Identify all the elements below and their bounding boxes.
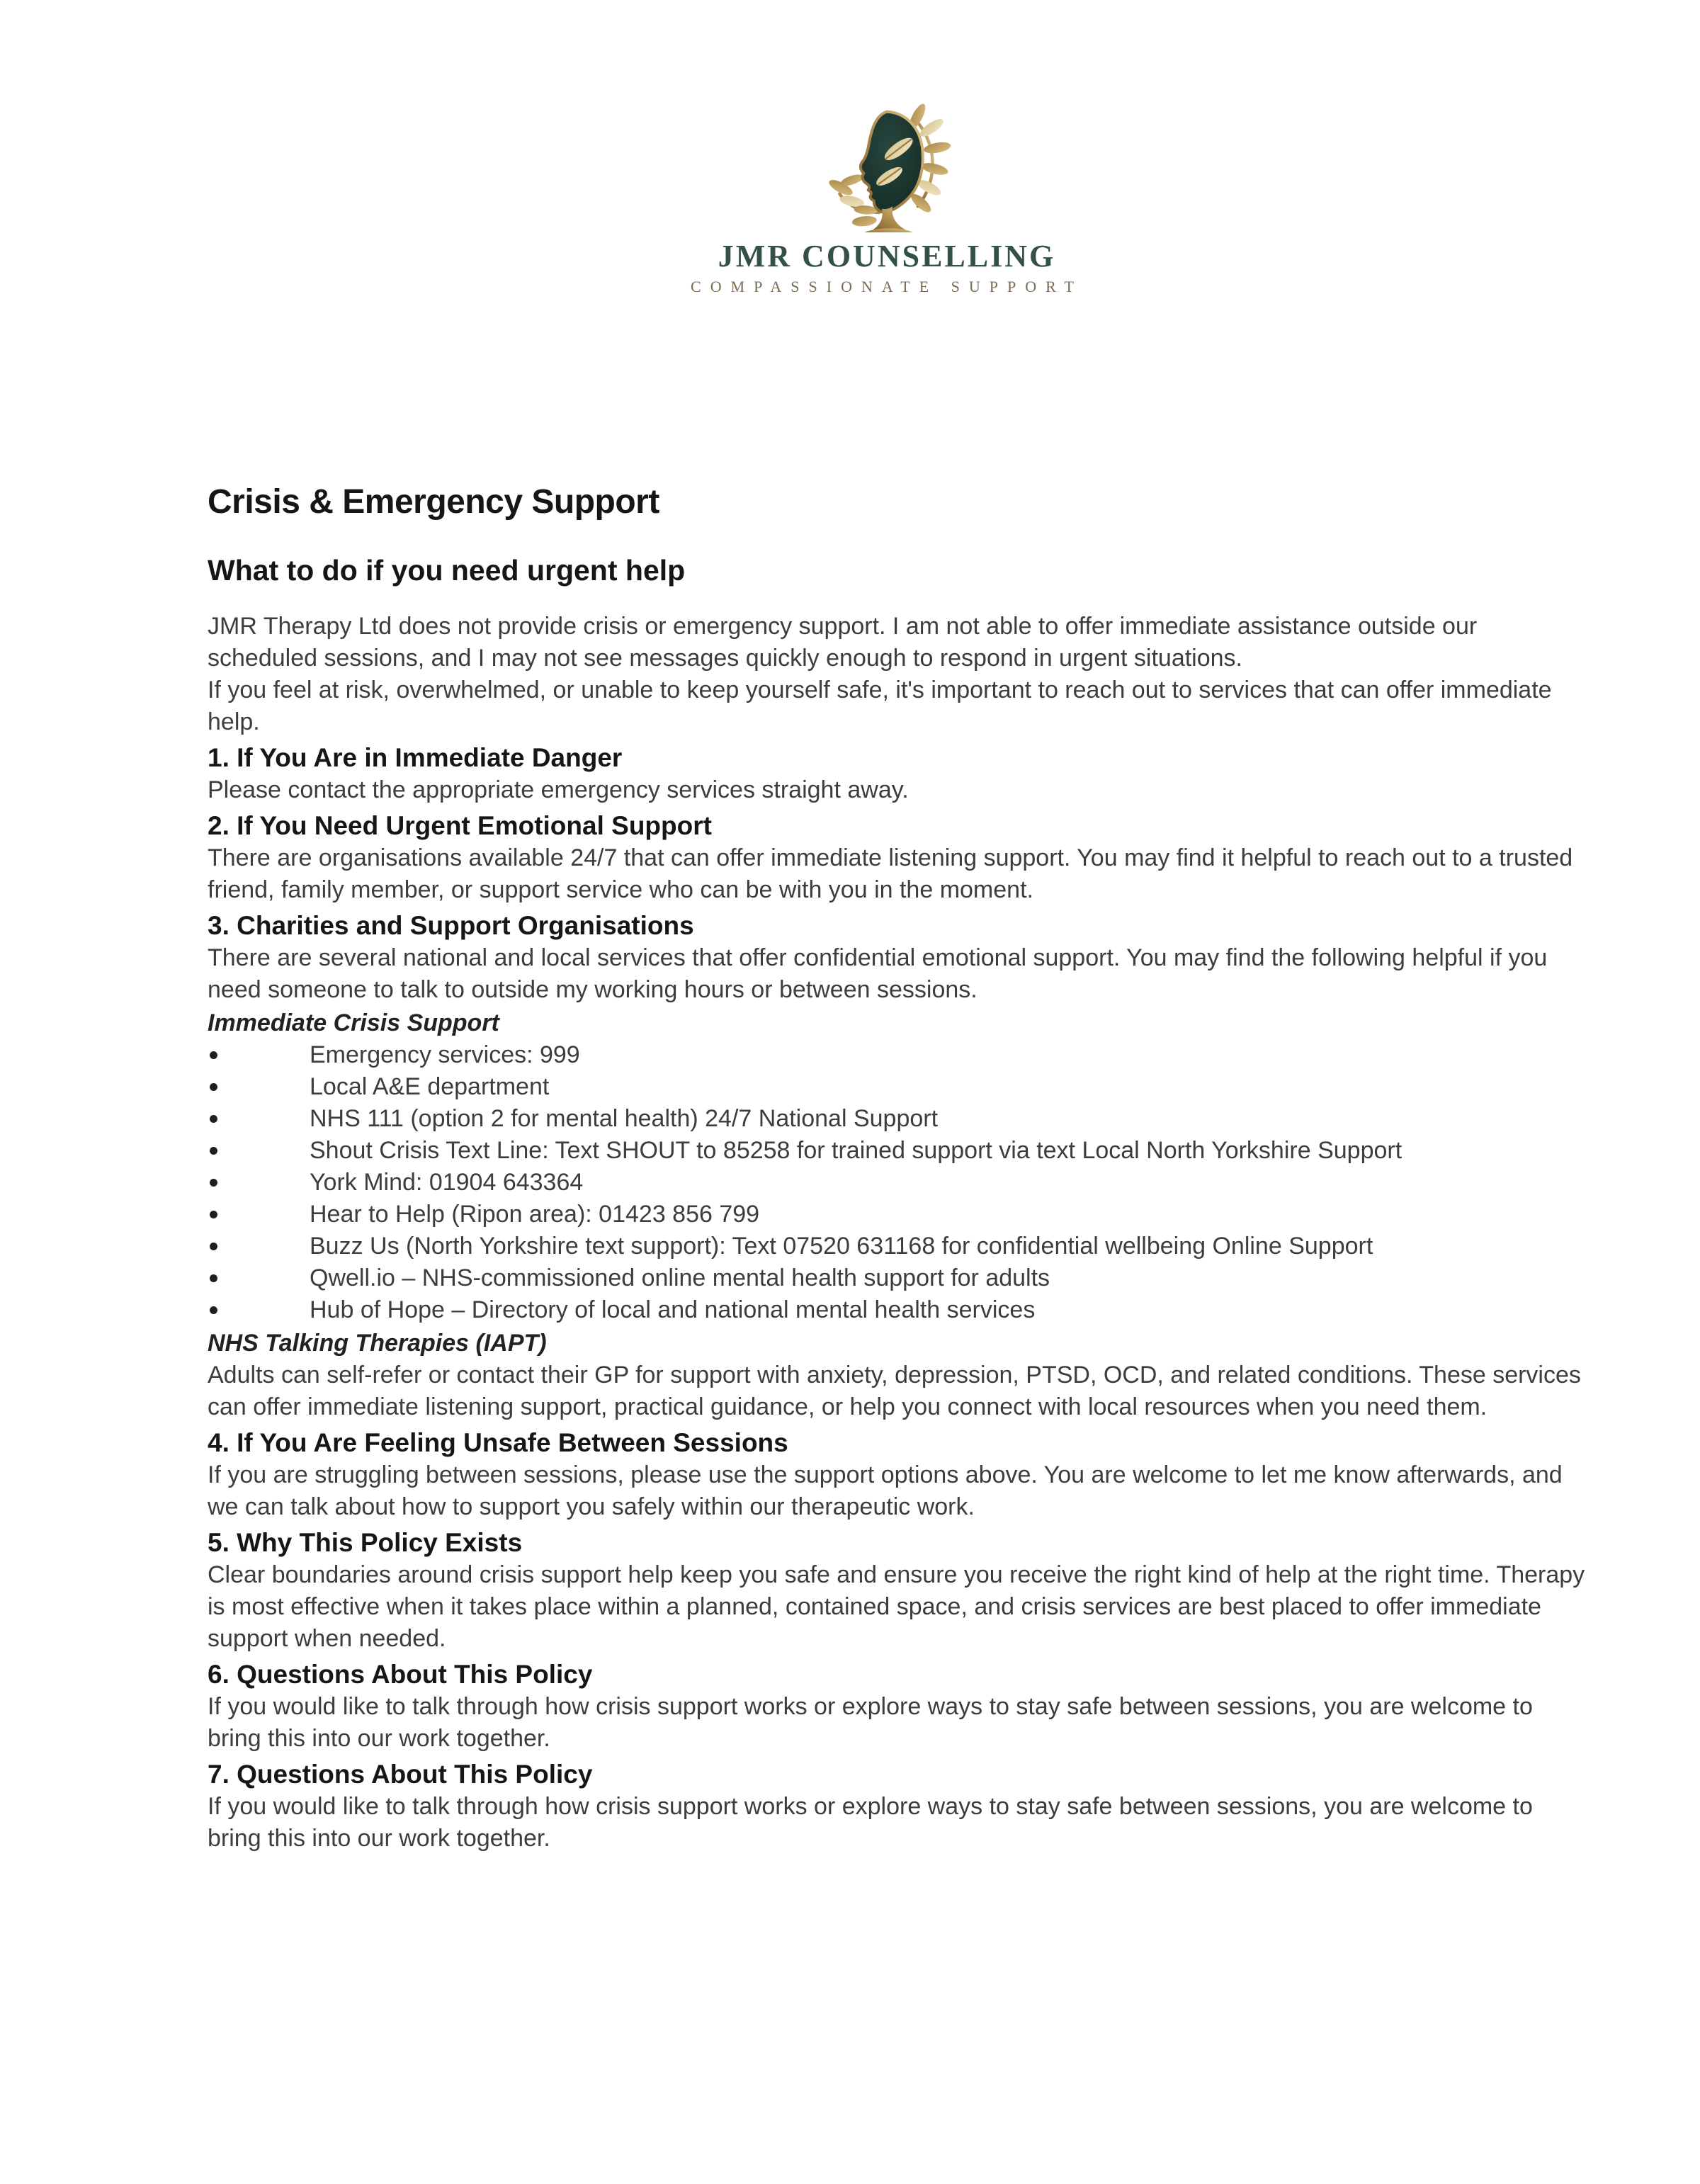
list-item-text: Buzz Us (North Yorkshire text support): Text 07520 631168 for confidential wellbeing Online Support <box>310 1233 1373 1260</box>
bullet-icon <box>210 1083 217 1091</box>
list-item-text: Hub of Hope – Directory of local and national mental health services <box>310 1296 1036 1323</box>
section-heading-4: 4. If You Are Feeling Unsafe Between Sessions <box>208 1428 788 1457</box>
list-item-text: Emergency services: 999 <box>310 1041 580 1068</box>
list-item <box>208 1167 1587 1199</box>
list-item <box>208 1230 1587 1262</box>
list-item-text: NHS 111 (option 2 for mental health) 24/7 National Support <box>310 1105 939 1132</box>
bullet-icon <box>210 1147 217 1155</box>
list-item-text: Qwell.io – NHS-commissioned online mental health support for adults <box>310 1264 1050 1291</box>
bullet-icon <box>210 1211 217 1218</box>
section-paragraph: If you would like to talk through how crisis support works or explore ways to stay safe between sessions, you are welcome to bring this into our work together. <box>208 1693 1533 1752</box>
list-item <box>208 1135 1587 1167</box>
talking-therapies-subheading: NHS Talking Therapies (IAPT) <box>208 1330 547 1357</box>
section-heading-6: 6. Questions About This Policy <box>208 1660 593 1689</box>
section-paragraph: There are organisations available 24/7 that can offer immediate listening support. You may find it helpful to reach out to a trusted friend, family member, or support service who can be with you in the moment. <box>208 844 1573 903</box>
brand-header <box>37 0 1700 295</box>
bullet-icon <box>210 1115 217 1123</box>
policy-document <box>208 484 1587 1855</box>
list-item <box>208 1262 1587 1294</box>
bullet-icon <box>210 1274 217 1282</box>
document-title: Crisis & Emergency Support <box>208 483 659 521</box>
section-paragraph: Clear boundaries around crisis support help keep you safe and ensure you receive the right kind of help at the right time. Therapy is most effective when it takes place within a planned, contained space, and crisis services are best placed to offer immediate support when needed. <box>208 1561 1585 1652</box>
list-item <box>208 1294 1587 1326</box>
list-item-text: Hear to Help (Ripon area): 01423 856 799 <box>310 1201 760 1228</box>
section-heading-3: 3. Charities and Support Organisations <box>208 911 694 940</box>
list-item-text: Shout Crisis Text Line: Text SHOUT to 85258 for trained support via text Local North Yorkshire Support <box>310 1137 1402 1164</box>
section-heading-5: 5. Why This Policy Exists <box>208 1528 523 1557</box>
crisis-support-list <box>208 1039 1587 1326</box>
section-paragraph: Please contact the appropriate emergency services straight away. <box>208 776 909 803</box>
bullet-icon <box>210 1051 217 1059</box>
jmr-logo-icon <box>820 89 954 232</box>
brand-name: JMR COUNSELLING <box>718 239 1056 273</box>
bullet-icon <box>210 1306 217 1314</box>
section-paragraph: If you are struggling between sessions, please use the support options above. You are welcome to let me know afterwards, and we can talk about how to support you safely within our therapeutic work. <box>208 1461 1563 1520</box>
bullet-icon <box>210 1179 217 1187</box>
intro-paragraph: JMR Therapy Ltd does not provide crisis or emergency support. I am not able to offer immediate assistance outside our scheduled sessions, and I may not see messages quickly enough to respond in urgent situations. <box>208 613 1478 672</box>
section-heading-7: 7. Questions About This Policy <box>208 1760 593 1789</box>
section-heading-1: 1. If You Are in Immediate Danger <box>208 743 623 772</box>
list-item <box>208 1071 1587 1103</box>
crisis-support-subheading: Immediate Crisis Support <box>208 1009 499 1036</box>
talking-therapies-paragraph: Adults can self-refer or contact their GP for support with anxiety, depression, PTSD, OCD, and related conditions. These services can offer immediate listening support, practical guidance, or help you connect with local resources when you need them. <box>208 1362 1581 1420</box>
list-item-text: Local A&E department <box>310 1073 550 1100</box>
list-item-text: York Mind: 01904 643364 <box>310 1169 584 1196</box>
bullet-icon <box>210 1243 217 1250</box>
section-paragraph: There are several national and local services that offer confidential emotional support. You may find the following helpful if you need someone to talk to outside my working hours or between sessions. <box>208 944 1548 1003</box>
section-heading-2: 2. If You Need Urgent Emotional Support <box>208 811 712 840</box>
list-item <box>208 1039 1587 1071</box>
intro-paragraph: If you feel at risk, overwhelmed, or unable to keep yourself safe, it's important to reach out to services that can offer immediate help. <box>208 677 1552 735</box>
list-item <box>208 1103 1587 1135</box>
list-item <box>208 1199 1587 1230</box>
section-paragraph: If you would like to talk through how crisis support works or explore ways to stay safe between sessions, you are welcome to bring this into our work together. <box>208 1793 1533 1852</box>
document-subtitle: What to do if you need urgent help <box>208 554 686 587</box>
brand-tagline: COMPASSIONATE SUPPORT <box>691 278 1083 295</box>
